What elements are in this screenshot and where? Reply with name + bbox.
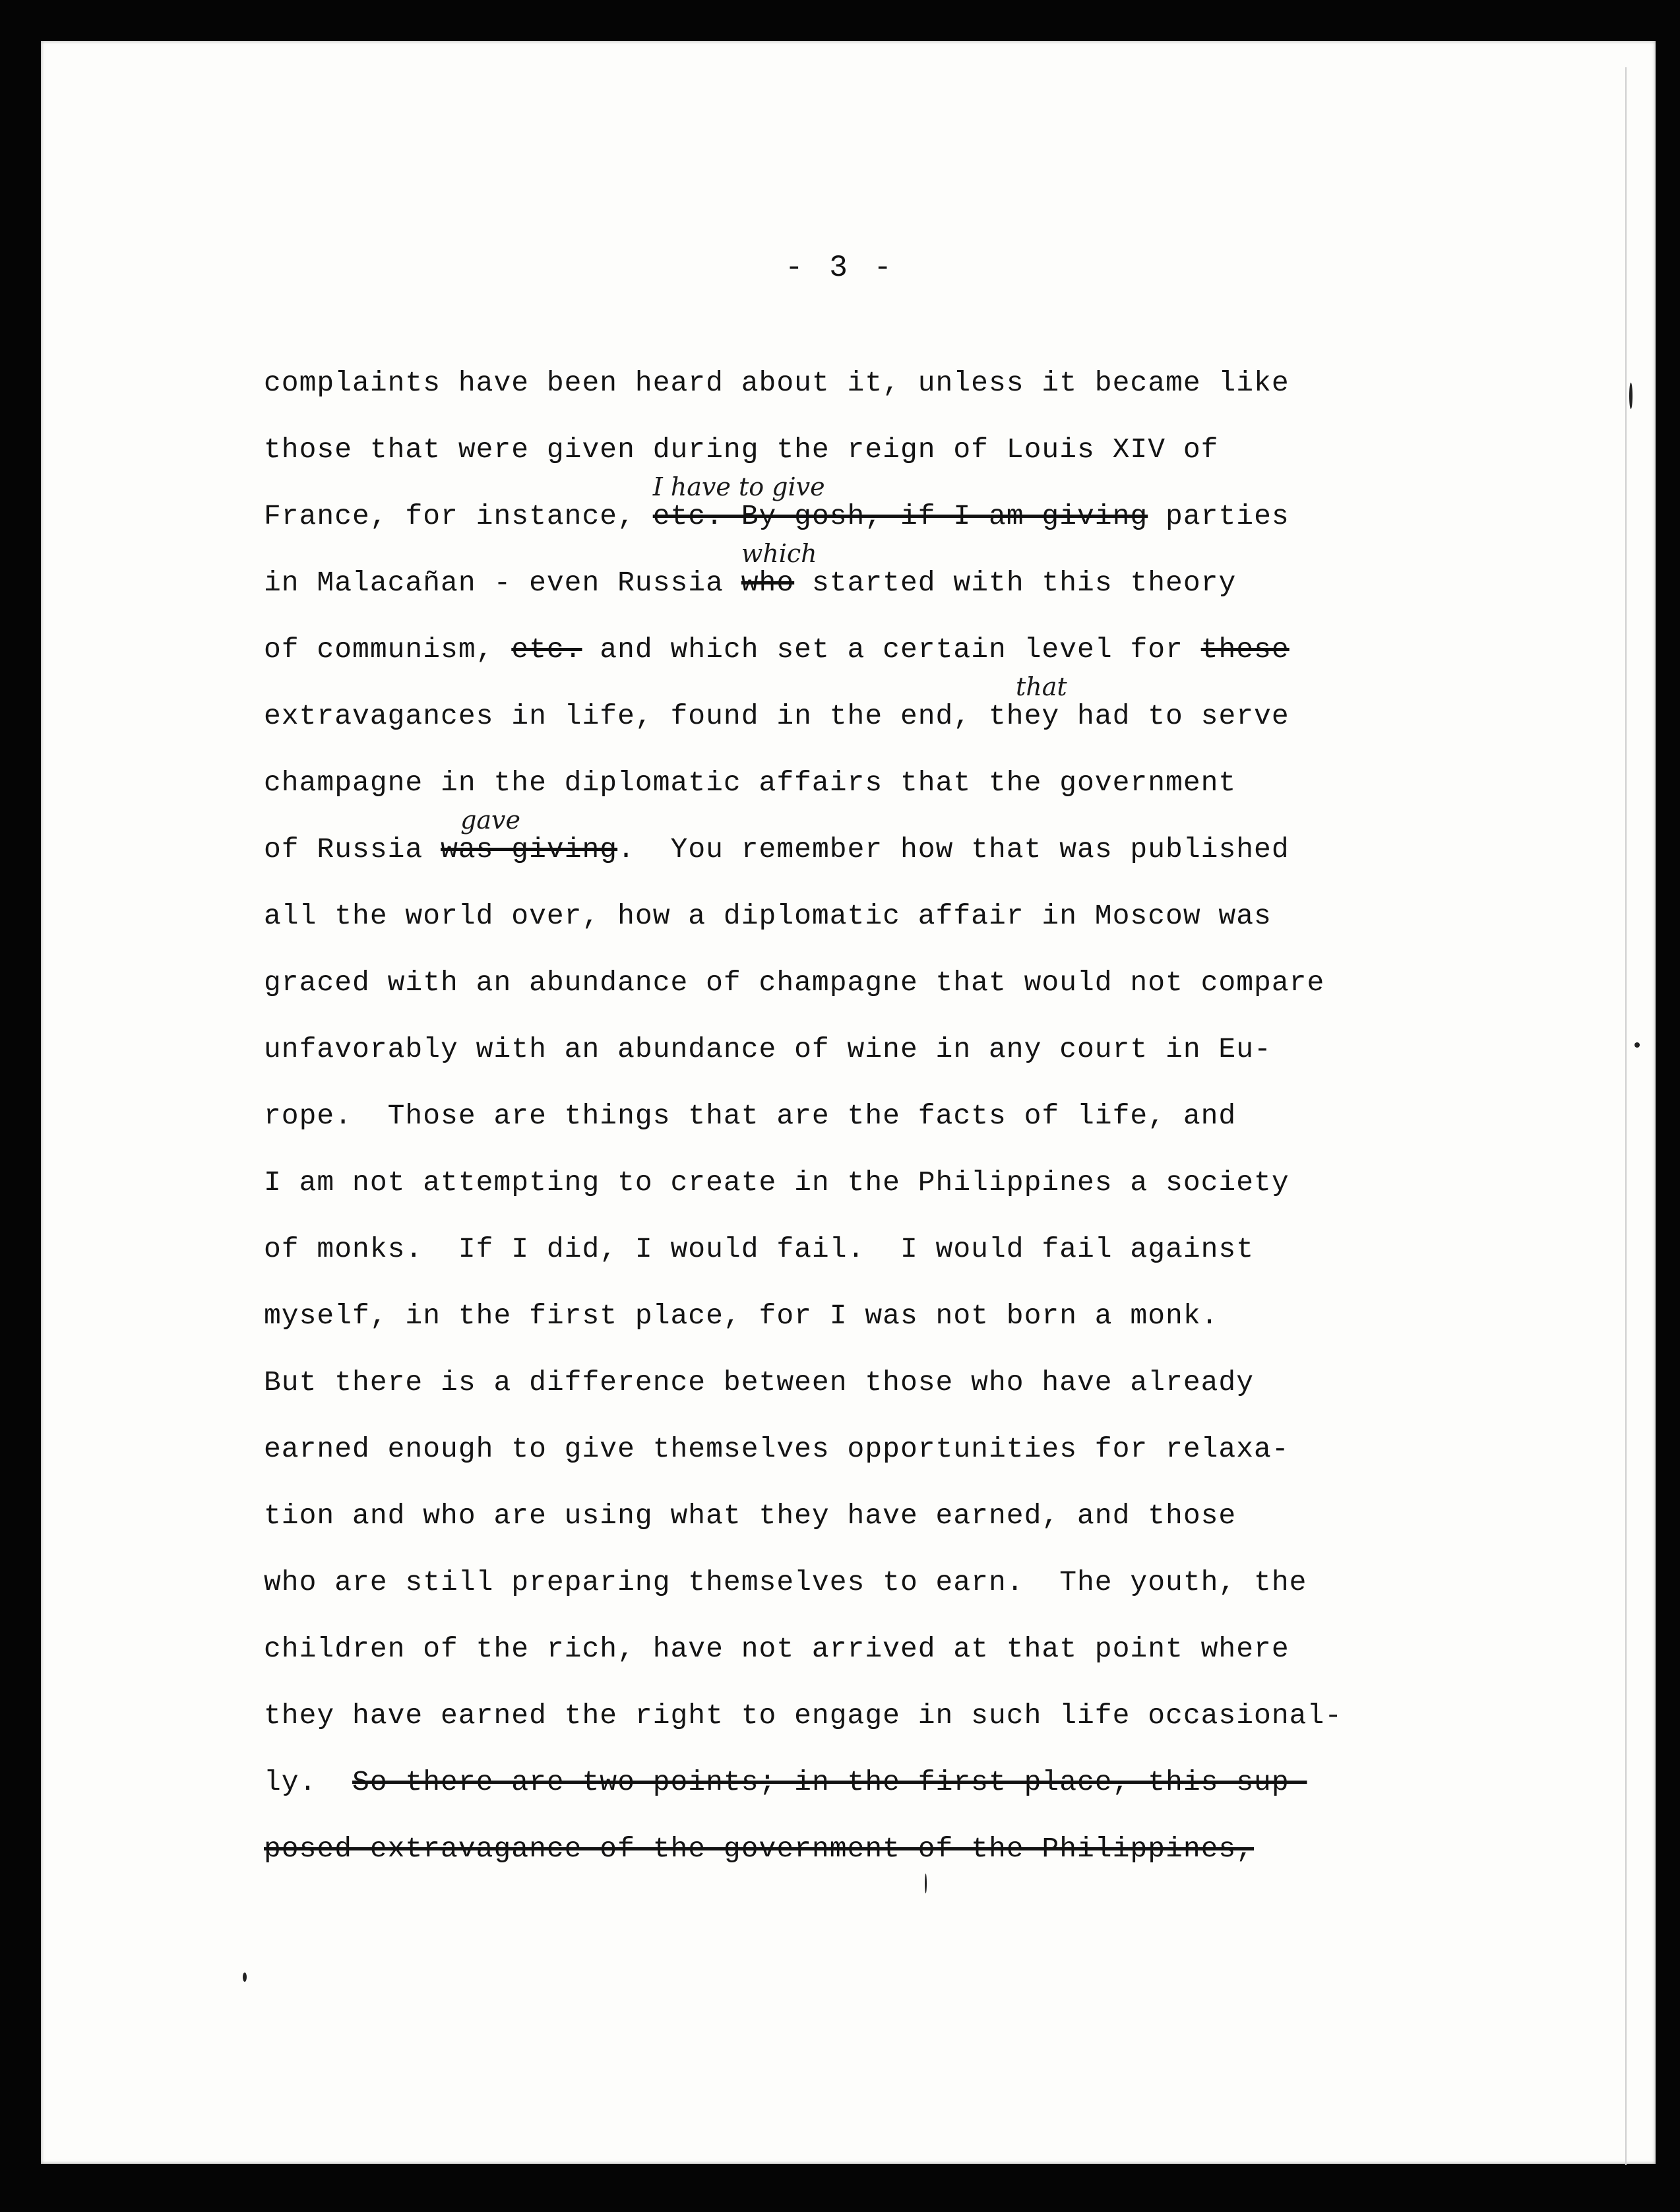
scan-speck: [1634, 1042, 1640, 1048]
text-line: [264, 1682, 1557, 1749]
struck-text: these: [1200, 633, 1290, 666]
line-text: rope. Those are things that are the facts of life, and: [264, 1100, 1237, 1132]
text-line: [264, 1482, 1557, 1549]
line-text: I am not attempting to create in the Philippines a society: [264, 1166, 1290, 1199]
text-line: [264, 350, 1557, 416]
line-text: they had to serve: [988, 700, 1290, 732]
text-line: [264, 883, 1557, 949]
handwritten-text: which: [741, 539, 817, 568]
scan-speck: [1629, 383, 1633, 409]
line-text: . You remember how that was published: [617, 833, 1290, 866]
line-text: those that were given during the reign of Louis XIV of: [264, 433, 1219, 466]
text-line: [264, 949, 1557, 1016]
page-number: - 3 -: [785, 251, 896, 285]
line-text: earned enough to give themselves opportunities for relaxa-: [264, 1433, 1290, 1465]
text-line: [264, 749, 1557, 816]
text-line-with-edit: [264, 1816, 1557, 1882]
text-line: [264, 416, 1557, 483]
line-text: parties: [1166, 500, 1290, 532]
struck-text: who: [741, 567, 795, 599]
text-line-with-edit: [264, 472, 1557, 550]
line-text: graced with an abundance of champagne that would not compare: [264, 966, 1325, 999]
line-text: who are still preparing themselves to earn. The youth, the: [264, 1566, 1307, 1598]
line-text: France, for instance,: [264, 500, 635, 532]
line-text: myself, in the first place, for I was not born a monk.: [264, 1300, 1219, 1332]
handwritten-insertion: [741, 539, 817, 616]
handwritten-insertion: [652, 472, 1148, 550]
line-text: extravagances in life, found in the end,: [264, 700, 972, 732]
struck-text: was giving: [441, 833, 618, 866]
handwritten-text: gave: [460, 806, 520, 835]
text-line: [264, 1616, 1557, 1682]
text-line: [264, 1083, 1557, 1149]
text-line: [264, 1416, 1557, 1482]
line-text: tion and who are using what they have earned, and those: [264, 1500, 1237, 1532]
line-text: of communism,: [264, 633, 494, 666]
text-line-with-edit: [264, 806, 1557, 883]
line-text: started with this theory: [811, 567, 1237, 599]
line-text: children of the rich, have not arrived at that point where: [264, 1633, 1290, 1665]
handwritten-text: that: [1016, 672, 1067, 701]
text-line-with-edit: [264, 672, 1557, 749]
struck-text: etc.: [511, 633, 582, 666]
handwritten-text: I have to give: [652, 472, 825, 501]
text-line: [264, 1349, 1557, 1416]
typed-text-body: [264, 350, 1557, 1882]
text-line: [264, 1216, 1557, 1282]
text-line: [264, 1282, 1557, 1349]
line-text: unfavorably with an abundance of wine in any court in Eu-: [264, 1033, 1272, 1065]
line-text: they have earned the right to engage in such life occasional-: [264, 1699, 1343, 1732]
line-text: complaints have been heard about it, unless it became like: [264, 367, 1290, 399]
text-line-with-edit: [264, 616, 1557, 683]
struck-text: So there are two points; in the first place, this sup-: [352, 1766, 1307, 1798]
scan-speck: [243, 1973, 247, 1982]
line-text: of monks. If I did, I would fail. I would fail against: [264, 1233, 1255, 1265]
struck-text: etc. By gosh, if I am giving: [652, 500, 1148, 532]
text-line: [264, 1549, 1557, 1616]
handwritten-insertion: [264, 672, 1067, 749]
scan-speck: [925, 1874, 927, 1893]
text-line-with-edit: [264, 539, 1557, 616]
line-text: ly.: [264, 1766, 317, 1798]
handwritten-insertion: [441, 806, 618, 883]
line-text: and which set a certain level for: [600, 633, 1183, 666]
line-text: of Russia: [264, 833, 423, 866]
text-line: [264, 1149, 1557, 1216]
line-text: But there is a difference between those who have already: [264, 1366, 1255, 1399]
struck-text: posed extravagance of the government of the Philippines,: [264, 1833, 1255, 1865]
line-text: in Malacañan - even Russia: [264, 567, 724, 599]
page-edge-shadow: [1625, 67, 1636, 2165]
text-line: [264, 1016, 1557, 1083]
text-line-with-edit: [264, 1749, 1557, 1816]
line-text: all the world over, how a diplomatic affair in Moscow was: [264, 900, 1272, 932]
line-text: champagne in the diplomatic affairs that the government: [264, 767, 1237, 799]
